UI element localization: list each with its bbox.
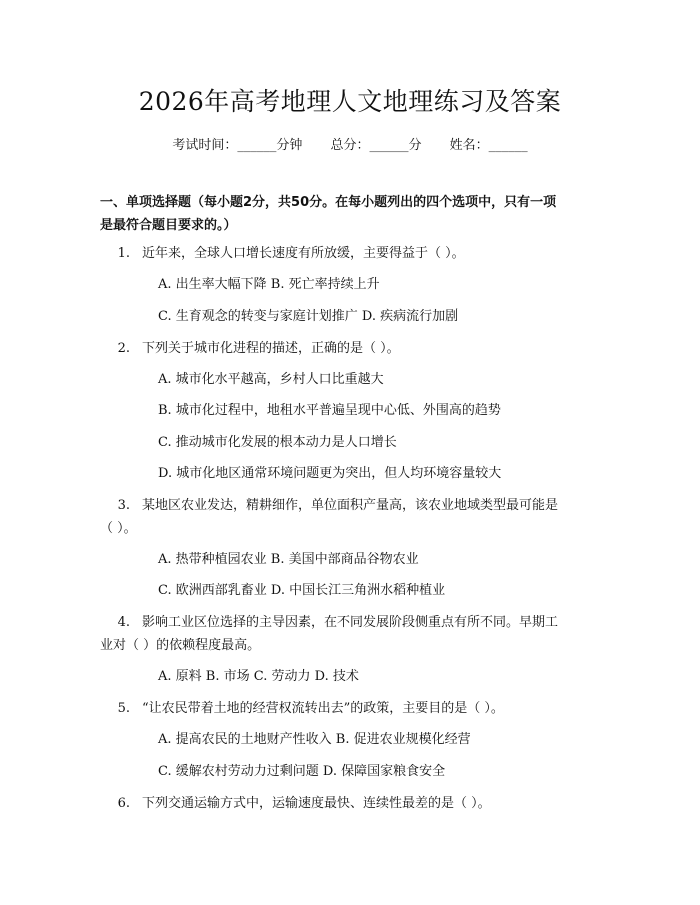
question-2-option-a: A. 城市化水平越高，乡村人口比重越大 — [158, 372, 384, 387]
section-heading-line-1: 一、单项选择题（每小题2分，共50分。在每小题列出的四个选项中，只有一项 — [100, 195, 557, 210]
question-6 — [100, 792, 612, 815]
student-name-field: 姓名：______ — [449, 138, 528, 153]
question-stem: 下列交通运输方式中，运输速度最快、连续性最差的是（ ）。 — [142, 796, 491, 811]
question-number: 5. — [117, 701, 130, 716]
question-5-options-row-1: A. 提高农民的土地财产性收入 B. 促进农业规模化经营 — [158, 732, 471, 747]
question-number: 2. — [117, 341, 130, 356]
section-heading — [100, 191, 612, 237]
question-4 — [100, 611, 612, 657]
question-3-options-row-2: C. 欧洲西部乳畜业 D. 中国长江三角洲水稻种植业 — [158, 583, 446, 598]
question-stem-line-1: 影响工业区位选择的主导因素，在不同发展阶段侧重点有所不同。早期工 — [142, 615, 559, 630]
question-2-option-c: C. 推动城市化发展的根本动力是人口增长 — [158, 435, 397, 450]
exam-info-line — [0, 134, 700, 153]
question-2 — [100, 337, 612, 360]
question-2-option-b: B. 城市化过程中，地租水平普遍呈现中心低、外围高的趋势 — [158, 403, 501, 418]
question-1-options-row-1: A. 出生率大幅下降 B. 死亡率持续上升 — [158, 277, 380, 292]
page-title: 2026年高考地理人文地理练习及答案 — [138, 87, 562, 116]
question-3 — [100, 494, 612, 540]
question-number: 3. — [117, 498, 130, 513]
question-stem-line-2: 业对（ ）的依赖程度最高。 — [100, 638, 261, 653]
section-heading-line-2: 是最符合题目要求的。） — [100, 218, 237, 233]
question-5 — [100, 697, 612, 720]
question-5-options-row-2: C. 缓解农村劳动力过剩问题 D. 保障国家粮食安全 — [158, 764, 446, 779]
question-2-option-d: D. 城市化地区通常环境问题更为突出，但人均环境容量较大 — [158, 466, 502, 481]
question-4-options: A. 原料 B. 市场 C. 劳动力 D. 技术 — [158, 669, 359, 684]
question-number: 4. — [117, 615, 130, 630]
question-3-options-row-1: A. 热带种植园农业 B. 美国中部商品谷物农业 — [158, 552, 419, 567]
question-number: 1. — [117, 246, 130, 261]
question-stem-line-1: 某地区农业发达，精耕细作，单位面积产量高，该农业地域类型最可能是 — [142, 498, 559, 513]
exam-time-field: 考试时间：______分钟 — [172, 138, 303, 153]
question-number: 6. — [117, 796, 130, 811]
question-1 — [100, 242, 612, 265]
question-stem: 下列关于城市化进程的描述，正确的是（ ）。 — [142, 341, 400, 356]
total-score-field: 总分：______分 — [330, 138, 422, 153]
question-1-options-row-2: C. 生育观念的转变与家庭计划推广 D. 疾病流行加剧 — [158, 309, 459, 324]
question-stem: “让农民带着土地的经营权流转出去”的政策，主要目的是（ ）。 — [142, 701, 504, 716]
question-stem: 近年来，全球人口增长速度有所放缓，主要得益于（ ）。 — [142, 246, 465, 261]
question-stem-line-2: （ ）。 — [100, 521, 137, 536]
